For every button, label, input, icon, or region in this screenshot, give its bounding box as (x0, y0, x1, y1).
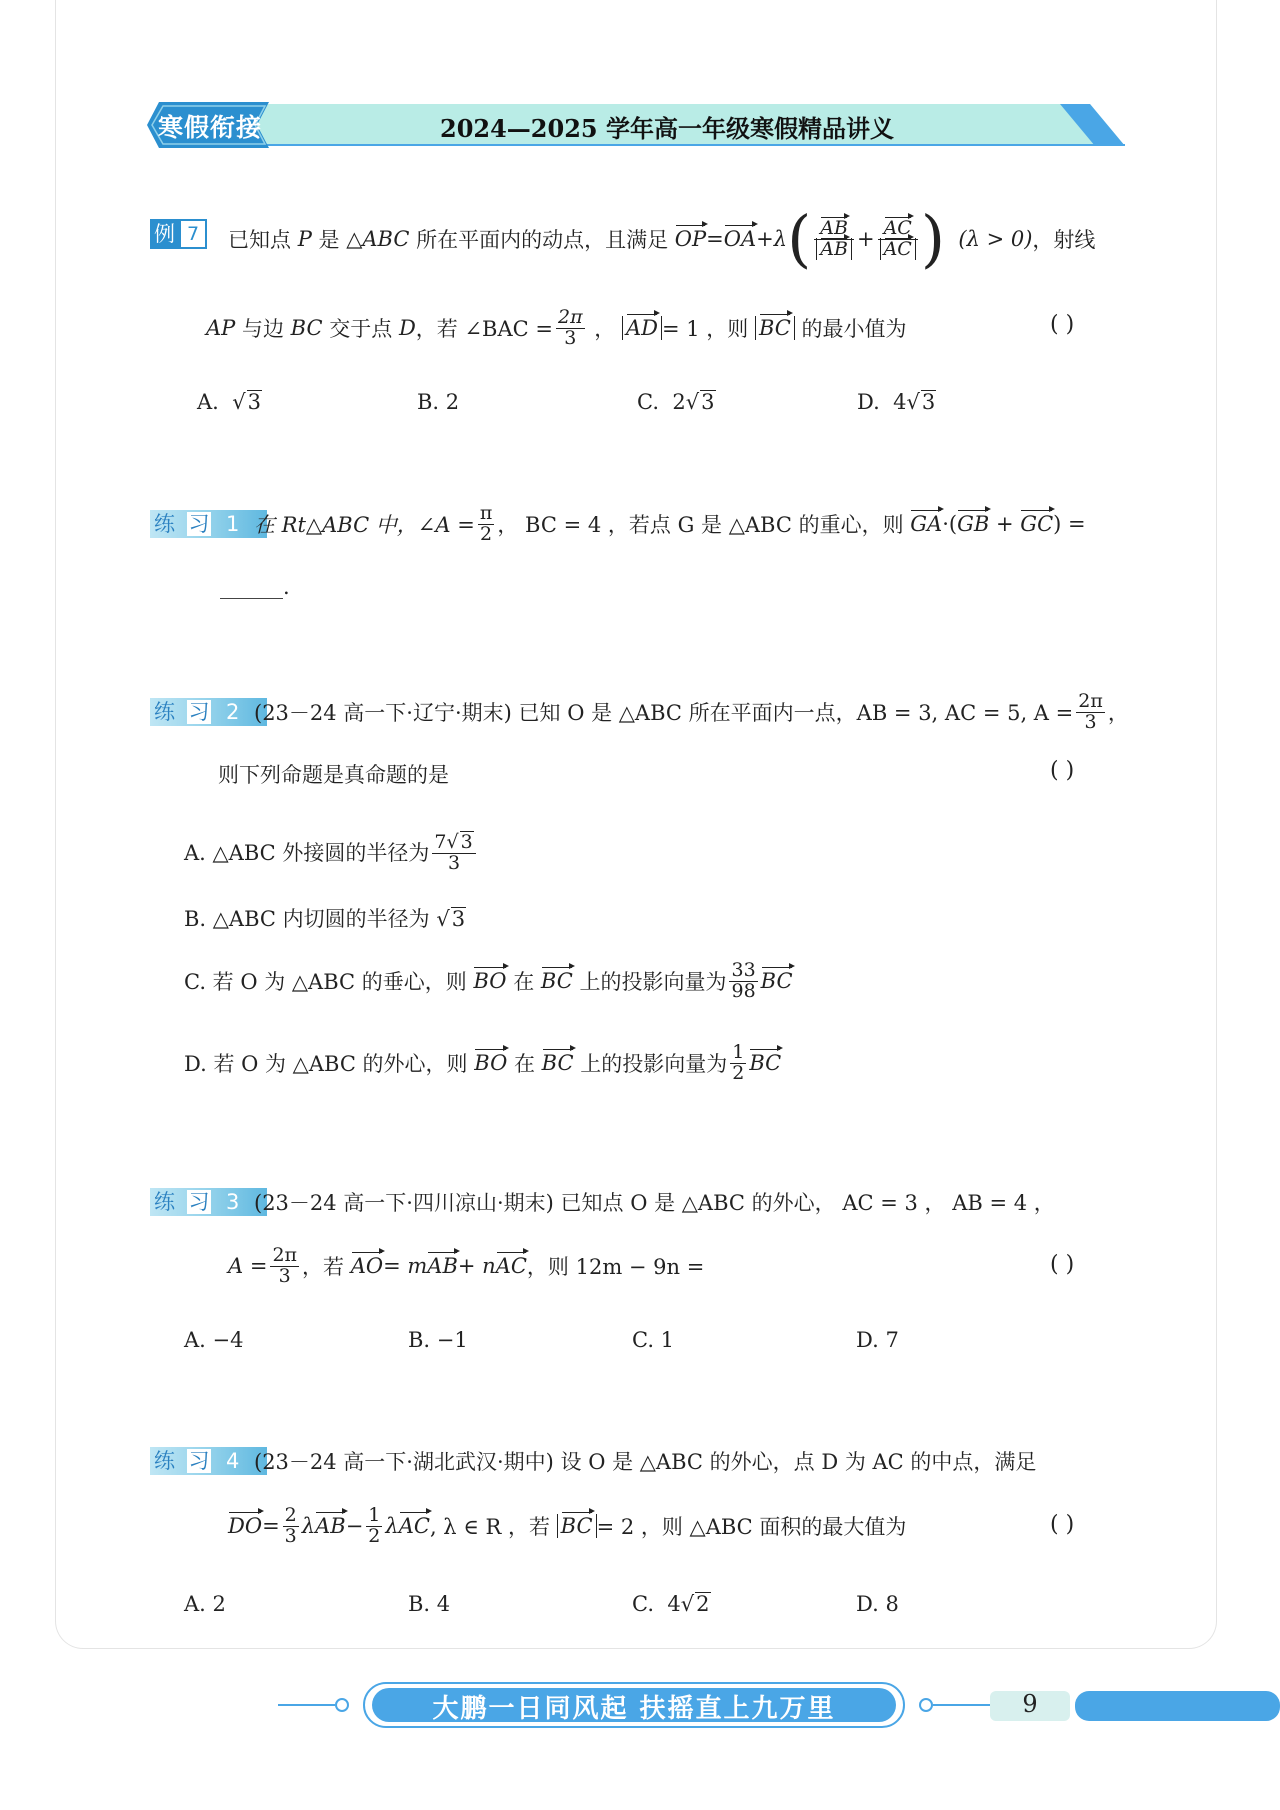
frac-33-98 (729, 958, 757, 1002)
ex7-d: D (398, 316, 416, 340)
ex7-point-p: P (297, 227, 312, 251)
frac-coef: 7 (434, 830, 447, 853)
ex7-angle: ，若 ∠BAC = (415, 317, 553, 341)
frac-den: 3 (448, 851, 461, 874)
option-radicand: 3 (701, 390, 715, 414)
ex7-text: 交于点 (329, 317, 393, 341)
option-radicand: 3 (247, 390, 261, 414)
answer-paren: ( ) (1050, 758, 1075, 783)
option-text: 在 (513, 1052, 535, 1076)
big-paren-left: ( (787, 202, 812, 275)
vec-ab: AB (315, 1514, 346, 1538)
frac-den: 2 (732, 1061, 745, 1084)
badge-number: 4 (226, 1449, 240, 1473)
vec-ab: AB (427, 1254, 458, 1278)
p3-eq-m: = m (383, 1254, 428, 1278)
practice-badge-1 (150, 510, 267, 538)
option-text: 上的投影向量为 (579, 970, 727, 994)
vec-gc: GC (1020, 512, 1054, 536)
p3-option-b: B. −1 (408, 1328, 468, 1352)
answer-paren: ( ) (1050, 312, 1075, 337)
option-coef: 2 (672, 390, 686, 414)
option-radicand: 3 (921, 390, 936, 414)
vec-ac: AC (883, 216, 912, 239)
option-coef: 4 (667, 1592, 681, 1616)
vec-bo: BO (473, 969, 507, 993)
badge-number: 2 (226, 700, 240, 724)
vec-oa: OA (723, 227, 757, 251)
practice-badge-2 (150, 698, 267, 726)
practice1-line1 (254, 498, 1086, 550)
header-tag-label: 寒假衔接 (158, 113, 263, 142)
badge-char: 练 (154, 1449, 175, 1473)
vec-ac: AC (495, 1254, 527, 1278)
ex7-option-b (417, 390, 459, 414)
option-text: D. 若 O 为 △ABC 的外心，则 (184, 1052, 468, 1076)
p2-option-b: B. △ABC 内切圆的半径为 √3 (184, 907, 466, 931)
badge-char: 练 (154, 700, 175, 724)
frac-den: 3 (564, 326, 577, 349)
p2-option-d (184, 1034, 781, 1092)
frac-1-2 (730, 1040, 746, 1084)
option-text: B. △ABC 内切圆的半径为 (184, 907, 430, 931)
p2-text: (23－24 高一下·辽宁·期末) 已知 O 是 △ABC 所在平面内一点，AB = 3, AC = 5, A = (254, 701, 1074, 725)
p3-text: ，则 12m − 9n = (526, 1255, 705, 1279)
badge-number: 1 (226, 512, 240, 536)
p2-option-a (184, 824, 479, 880)
vec-bc: BC (560, 1514, 593, 1538)
practice4-line1: (23－24 高一下·湖北武汉·期中) 设 O 是 △ABC 的外心，点 D 为 AC 的中点，满足 (254, 1450, 1037, 1474)
frac-num: 2π (272, 1243, 298, 1266)
vec-ac: AC (398, 1514, 430, 1538)
ex7-ap: AP (206, 316, 236, 340)
p4-option-c: C. 4√2 (632, 1592, 710, 1616)
vec-ao: AO (350, 1254, 384, 1278)
badge-number: 3 (226, 1190, 240, 1214)
frac-num: 2π (1078, 689, 1103, 712)
big-paren-right: ) (920, 202, 946, 275)
p3-option-c: C. 1 (632, 1328, 675, 1352)
p4-text: , λ ∈ R ，若 (429, 1515, 550, 1539)
frac-den: 3 (1084, 710, 1097, 733)
frac-pi-2 (478, 501, 495, 545)
frac-den: 2 (368, 1524, 381, 1547)
option-text: 上的投影向量为 (580, 1052, 728, 1076)
p2-text: ， (1107, 701, 1129, 725)
frac-2pi-3 (1076, 689, 1105, 733)
frac-2pi-3 (270, 1243, 299, 1287)
vec-bc: BC (758, 316, 791, 340)
p4-option-a: A. 2 (184, 1592, 226, 1616)
ex7-bc: BC (290, 316, 323, 340)
vec-bc: BC (749, 1051, 782, 1075)
answer-paren: ( ) (1050, 1252, 1075, 1277)
vec-op: OP (674, 227, 707, 251)
ex7-option-d: D. 4√3 (857, 390, 936, 414)
frac-num: π (479, 501, 493, 524)
vec-ab: AB (820, 237, 848, 260)
option-text: A. △ABC 外接圆的半径为 (184, 841, 430, 865)
option-label: C. (632, 1592, 654, 1616)
answer-blank: ______. (220, 575, 290, 599)
ex7-text: ，射线 (1032, 228, 1096, 252)
badge-char: 练 (154, 1190, 175, 1214)
frac-den: 2 (480, 522, 493, 545)
frac-ab-over-abs (814, 216, 854, 260)
p2-question: 则下列命题是真命题的是 (218, 763, 449, 787)
practice-badge-3 (150, 1188, 267, 1216)
frac-radicand: 3 (460, 830, 473, 853)
p4-option-b: B. 4 (408, 1592, 451, 1616)
p4-eq: = (262, 1514, 280, 1538)
vec-gb: GB (957, 512, 990, 536)
option-label: A. (197, 390, 219, 414)
p3-plus-n: + n (457, 1254, 496, 1278)
example-badge-number: 7 (179, 219, 207, 249)
ex7-option-a: A. √3 (197, 390, 261, 414)
ex7-condition: (λ > 0) (958, 227, 1033, 251)
frac-den: 3 (278, 1264, 291, 1287)
vec-bo: BO (474, 1051, 508, 1075)
vec-ac: AC (883, 237, 912, 260)
vec-ab: AB (820, 216, 848, 239)
p3-text: ，若 (302, 1255, 345, 1279)
option-radicand: 3 (451, 907, 466, 931)
footer-slogan: 大鹏一日同风起 扶摇直上九万里 (432, 1694, 836, 1724)
p1-text: ， BC = 4 ，若点 G 是 △ABC 的重心，则 (497, 513, 904, 537)
option-label: B. 2 (417, 390, 460, 414)
ex7-lambda: +λ (756, 227, 788, 251)
p3-option-d: D. 7 (856, 1328, 899, 1352)
ex7-text: 所在平面内的动点，且满足 (416, 228, 669, 252)
frac-ac-over-abs (878, 216, 918, 260)
practice-badge-4 (150, 1447, 267, 1475)
p2-option-c (184, 952, 793, 1010)
ex7-text: 已知点 (228, 228, 291, 252)
option-text: C. 若 O 为 △ABC 的垂心，则 (184, 970, 467, 994)
vec-bc: BC (541, 1051, 574, 1075)
practice3-line1: (23－24 高一下·四川凉山·期末) 已知点 O 是 △ABC 的外心， AC = 3 ， AB = 4 ， (254, 1191, 1055, 1215)
p1-dot: ·( (942, 512, 958, 536)
example7-line2: AP 与边 BC 交于点 D ，若 ∠BAC = $\frac{2\pi}{3}$ ， AD = 1 ，则 BC 的最小值为 (206, 305, 907, 349)
practice3-line2 (228, 1238, 704, 1294)
frac-den: 3 (284, 1524, 297, 1547)
ex7-text: 与边 (241, 317, 284, 341)
frac-num: 2 (284, 1503, 297, 1526)
header-title: 2024—2025 学年高一年级寒假精品讲义 (440, 114, 894, 143)
ex7-plus: + (856, 227, 875, 251)
frac-num: 1 (732, 1040, 745, 1063)
frac-num: 1 (368, 1503, 381, 1526)
frac-num: 33 (731, 958, 756, 981)
badge-char: 习 (188, 700, 210, 724)
practice4-line2 (228, 1497, 906, 1555)
ex7-text: 的最小值为 (801, 317, 907, 341)
page-number: 9 (1022, 1690, 1038, 1718)
frac-7sqrt3-3: $\frac{7√ 3}{3}$ (432, 831, 475, 874)
p4-lambda: λ (385, 1514, 399, 1538)
p3-a-eq: A = (228, 1254, 268, 1278)
p1-end: ) = (1053, 512, 1086, 536)
vec-do: DO (228, 1514, 263, 1538)
p4-lambda: λ (301, 1514, 316, 1538)
example7-line1 (228, 204, 1095, 274)
p3-option-a: A. −4 (184, 1328, 244, 1352)
ex7-triangle: △ABC (346, 227, 410, 251)
option-label: C. (637, 390, 659, 414)
ex7-text: 是 (318, 228, 340, 252)
option-coef: 4 (893, 390, 907, 414)
p4-minus: − (345, 1514, 364, 1538)
vec-bc: BC (540, 969, 573, 993)
option-label: D. (857, 390, 880, 414)
frac-1-2 (366, 1503, 382, 1547)
p4-text: = 2 ，则 △ABC 面积的最大值为 (596, 1515, 907, 1539)
p1-plus: + (996, 512, 1014, 536)
answer-paren: ( ) (1050, 1512, 1075, 1537)
ex7-option-c: C. 2√3 (637, 390, 715, 414)
vec-ga: GA (910, 512, 943, 536)
example-badge (150, 219, 207, 249)
option-radicand: 2 (696, 1592, 710, 1616)
practice2-line1 (254, 686, 1129, 738)
frac-den: 98 (731, 979, 756, 1002)
p4-option-d: D. 8 (856, 1592, 899, 1616)
ex7-text: = 1 ，则 (661, 317, 749, 341)
example-badge-label: 例 (150, 219, 179, 249)
ex7-eq: = (706, 227, 724, 251)
frac-num: 2π (558, 305, 583, 328)
frac-2pi-3 (556, 305, 585, 349)
badge-char: 习 (188, 1449, 210, 1473)
option-text: 在 (513, 970, 535, 994)
frac-2-3 (283, 1503, 299, 1547)
vec-ad: AD (625, 316, 658, 340)
badge-char: 练 (154, 512, 175, 536)
badge-char: 习 (188, 512, 210, 536)
p1-text: 在 Rt△ABC 中，∠A = (254, 513, 475, 537)
badge-char: 习 (188, 1190, 210, 1214)
vec-bc: BC (760, 969, 793, 993)
